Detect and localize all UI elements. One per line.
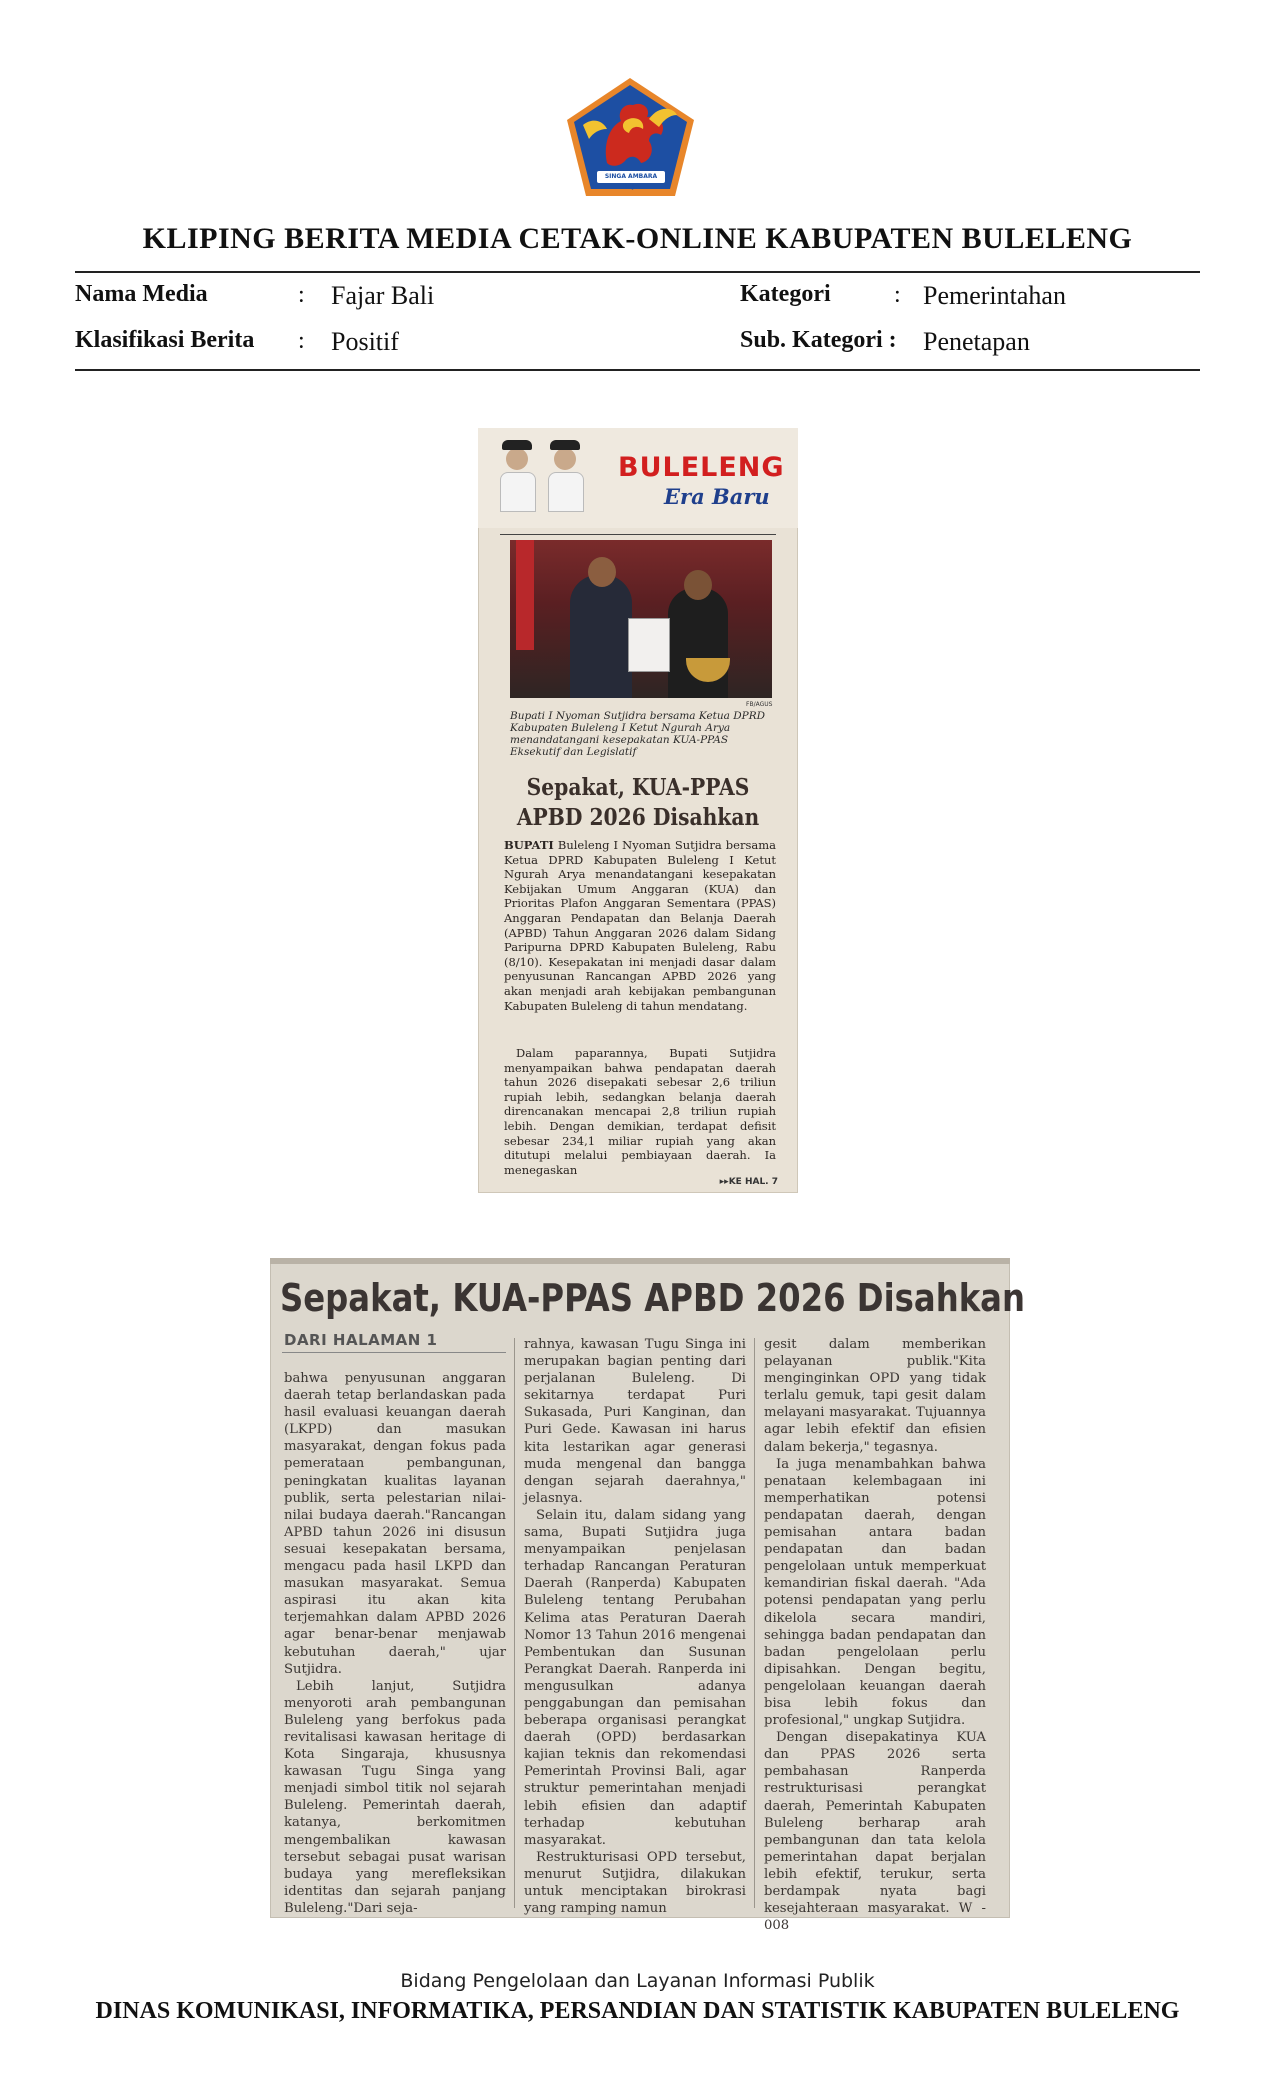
article-paragraph-1-text: Buleleng I Nyoman Sutjidra bersama Ketua DPRD Kabupaten Buleleng I Ketut Ngurah Arya menandatangani kesepakatan Kebijakan Umum Anggaran (KUA) dan Prioritas Plafon Anggaran Sementara (PPAS) Anggaran Pendapatan dan Belanja Daerah (APBD) Tahun Anggaran 2026 dalam Sidang Paripurna DPRD Kabupaten Buleleng, Rabu (8/10). Kesepakatan ini menjadi dasar dalam penyusunan Rancangan APBD 2026 yang akan menjadi arah kebijakan pembangunan Kabupaten Buleleng di tahun mendatang.	[504, 838, 776, 1013]
document-title: KLIPING BERITA MEDIA CETAK-ONLINE KABUPATEN BULELENG	[142, 222, 1133, 255]
vice-regent-portrait	[548, 442, 582, 512]
photo-credit: FB/AGUS	[746, 701, 773, 708]
article-column-1	[284, 1370, 506, 1917]
photo-caption: Bupati I Nyoman Sutjidra bersama Ketua DPRD Kabupaten Buleleng I Ketut Ngurah Arya menandatangani kesepakatan KUA-PPAS Eksekutif dan Legislatif	[510, 710, 766, 758]
column-divider	[754, 1338, 755, 1908]
media-name-label: Nama Media	[75, 281, 208, 307]
article-column-3	[764, 1336, 986, 1934]
from-page-label: DARI HALAMAN 1	[284, 1331, 438, 1349]
article-paragraph-2: Dalam paparannya, Bupati Sutjidra menyampaikan bahwa pendapatan daerah tahun 2026 disepakati sebesar 2,6 triliun rupiah lebih, sedangkan belanja daerah direncanakan mencapai 2,8 triliun rupiah lebih. Dengan demikian, terdapat defisit sebesar 234,1 miliar rupiah yang akan ditutupi melalui pembiayaan daerah. Ia menegaskan	[504, 1046, 776, 1177]
subcategory-label: Sub. Kategori :	[740, 327, 897, 353]
regent-portrait	[500, 442, 534, 512]
section-banner	[478, 428, 798, 528]
column-paragraph: bahwa penyusunan anggaran daerah tetap berlandaskan pada hasil evaluasi keuangan daerah (LKPD) dan masukan masyarakat, dengan fokus pada pemerataan pembangunan, peningkatan kualitas layanan publik, serta pelestarian nilai-nilai budaya daerah."Rancangan APBD tahun 2026 ini disusun sesuai kesepakatan bersama, mengacu pada hasil LKPD dan masukan masyarakat. Semua aspirasi itu akan kita terjemahkan dalam APBD 2026 agar benar-benar menjawab kebutuhan daerah," ujar Sutjidra.	[284, 1371, 506, 1677]
column-paragraph: Lebih lanjut, Sutjidra menyoroti arah pembangunan Buleleng yang berfokus pada revitalisasi kawasan heritage di Kota Singaraja, khususnya kawasan Tugu Singa yang menjadi simbol titik nol sejarah Buleleng. Pemerintah daerah, katanya, berkomitmen mengembalikan kawasan tersebut sebagai pusat warisan budaya yang merefleksikan identitas dan sejarah panjang Buleleng."Dari seja-	[284, 1678, 506, 1916]
header-top-rule	[75, 271, 1200, 273]
subcategory-value: Penetapan	[923, 327, 1030, 356]
article-paragraph-1	[504, 838, 776, 1013]
column-paragraph: Restrukturisasi OPD tersebut, menurut Sutjidra, dilakukan untuk menciptakan birokrasi yang ramping namun	[524, 1849, 746, 1917]
column-paragraph: Dengan disepakatinya KUA dan PPAS 2026 serta pembahasan Ranperda restrukturisasi perangkat daerah, Pemerintah Kabupaten Buleleng berharap arah pembangunan dan tata kelola pemerintahan dapat berjalan lebih efektif, terukur, serta berdampak nyata bagi kesejahteraan masyarakat. W - 008	[764, 1730, 986, 1934]
category-separator: :	[894, 282, 901, 308]
article-headline: Sepakat, KUA-PPAS APBD 2026 Disahkan	[516, 774, 760, 831]
signed-document	[628, 618, 670, 672]
article-frame-rule	[500, 534, 776, 535]
category-value: Pemerintahan	[923, 281, 1066, 310]
clipping-top-band	[270, 1258, 1010, 1264]
news-photo	[510, 540, 772, 698]
column-paragraph: Selain itu, dalam sidang yang sama, Bupati Sutjidra juga menyampaikan penjelasan terhadap Rancangan Peraturan Daerah (Ranperda) Kabupaten Buleleng tentang Perubahan Kelima atas Peraturan Daerah Nomor 13 Tahun 2016 mengenai Pembentukan dan Susunan Perangkat Daerah. Ranperda ini mengusulkan adanya penggabungan dan pemisahan beberapa organisasi perangkat daerah (OPD) berdasarkan kajian teknis dan rekomendasi Pemerintah Provinsi Bali, agar struktur pemerintahan menjadi lebih efisien dan adaptif terhadap kebutuhan masyarakat.	[524, 1507, 746, 1848]
continued-headline: Sepakat, KUA-PPAS APBD 2026 Disahkan	[280, 1276, 1025, 1320]
header-bottom-rule	[75, 369, 1200, 371]
article-column-2	[524, 1336, 746, 1917]
person-right	[668, 588, 728, 698]
section-subtitle: Era Baru	[664, 484, 770, 509]
footer-office-name: DINAS KOMUNIKASI, INFORMATIKA, PERSANDIAN DAN STATISTIK KABUPATEN BULELENG	[95, 1998, 1180, 2024]
footer-unit-name: Bidang Pengelolaan dan Layanan Informasi Publik	[400, 1970, 875, 1992]
column-paragraph: rahnya, kawasan Tugu Singa ini merupakan bagian penting dari perjalanan Buleleng. Di sekitarnya terdapat Puri Sukasada, Puri Kanginan, dan Puri Gede. Kawasan ini harus kita lestarikan agar generasi muda mengenal dan bangga dengan sejarah daerahnya," jelasnya.	[524, 1337, 746, 1506]
classification-separator: :	[298, 328, 305, 354]
category-label: Kategori	[740, 281, 831, 307]
front-page-clipping	[478, 428, 798, 1193]
article-lead-word: BUPATI	[504, 838, 554, 852]
section-title: BULELENG	[618, 452, 785, 483]
person-left	[570, 575, 632, 698]
continued-page-clipping	[270, 1258, 1025, 1934]
classification-value: Positif	[331, 327, 399, 356]
media-name-separator: :	[298, 282, 305, 308]
from-page-rule	[282, 1352, 506, 1353]
column-paragraph: Ia juga menambahkan bahwa penataan kelembagaan ini memperhatikan potensi pendapatan daerah, dengan pemisahan antara badan pendapatan dan badan pengelolaan untuk memperkuat kemandirian fiskal daerah. "Ada potensi pendapatan yang perlu dikelola secara mandiri, sehingga badan pendapatan dan badan pengelolaan perlu dipisahkan. Dengan begitu, pengelolaan keuangan daerah bisa lebih fokus dan profesional," ungkap Sutjidra.	[764, 1456, 986, 1729]
column-paragraph: gesit dalam memberikan pelayanan publik."Kita menginginkan OPD yang tidak terlalu gemuk, tapi gesit dalam melayani masyarakat. Tujuannya agar lebih efektif dan efisien dalam bekerja," tegasnya.	[764, 1337, 986, 1455]
flag-shape	[516, 540, 534, 650]
regency-crest-logo	[563, 75, 698, 200]
classification-label: Klasifikasi Berita	[75, 327, 255, 353]
column-divider	[514, 1338, 515, 1908]
media-name-value: Fajar Bali	[331, 281, 435, 310]
logo-motto: SINGA AMBARA RAJA	[604, 173, 658, 190]
continuation-marker: ▸▸KE HAL. 7	[719, 1177, 778, 1187]
